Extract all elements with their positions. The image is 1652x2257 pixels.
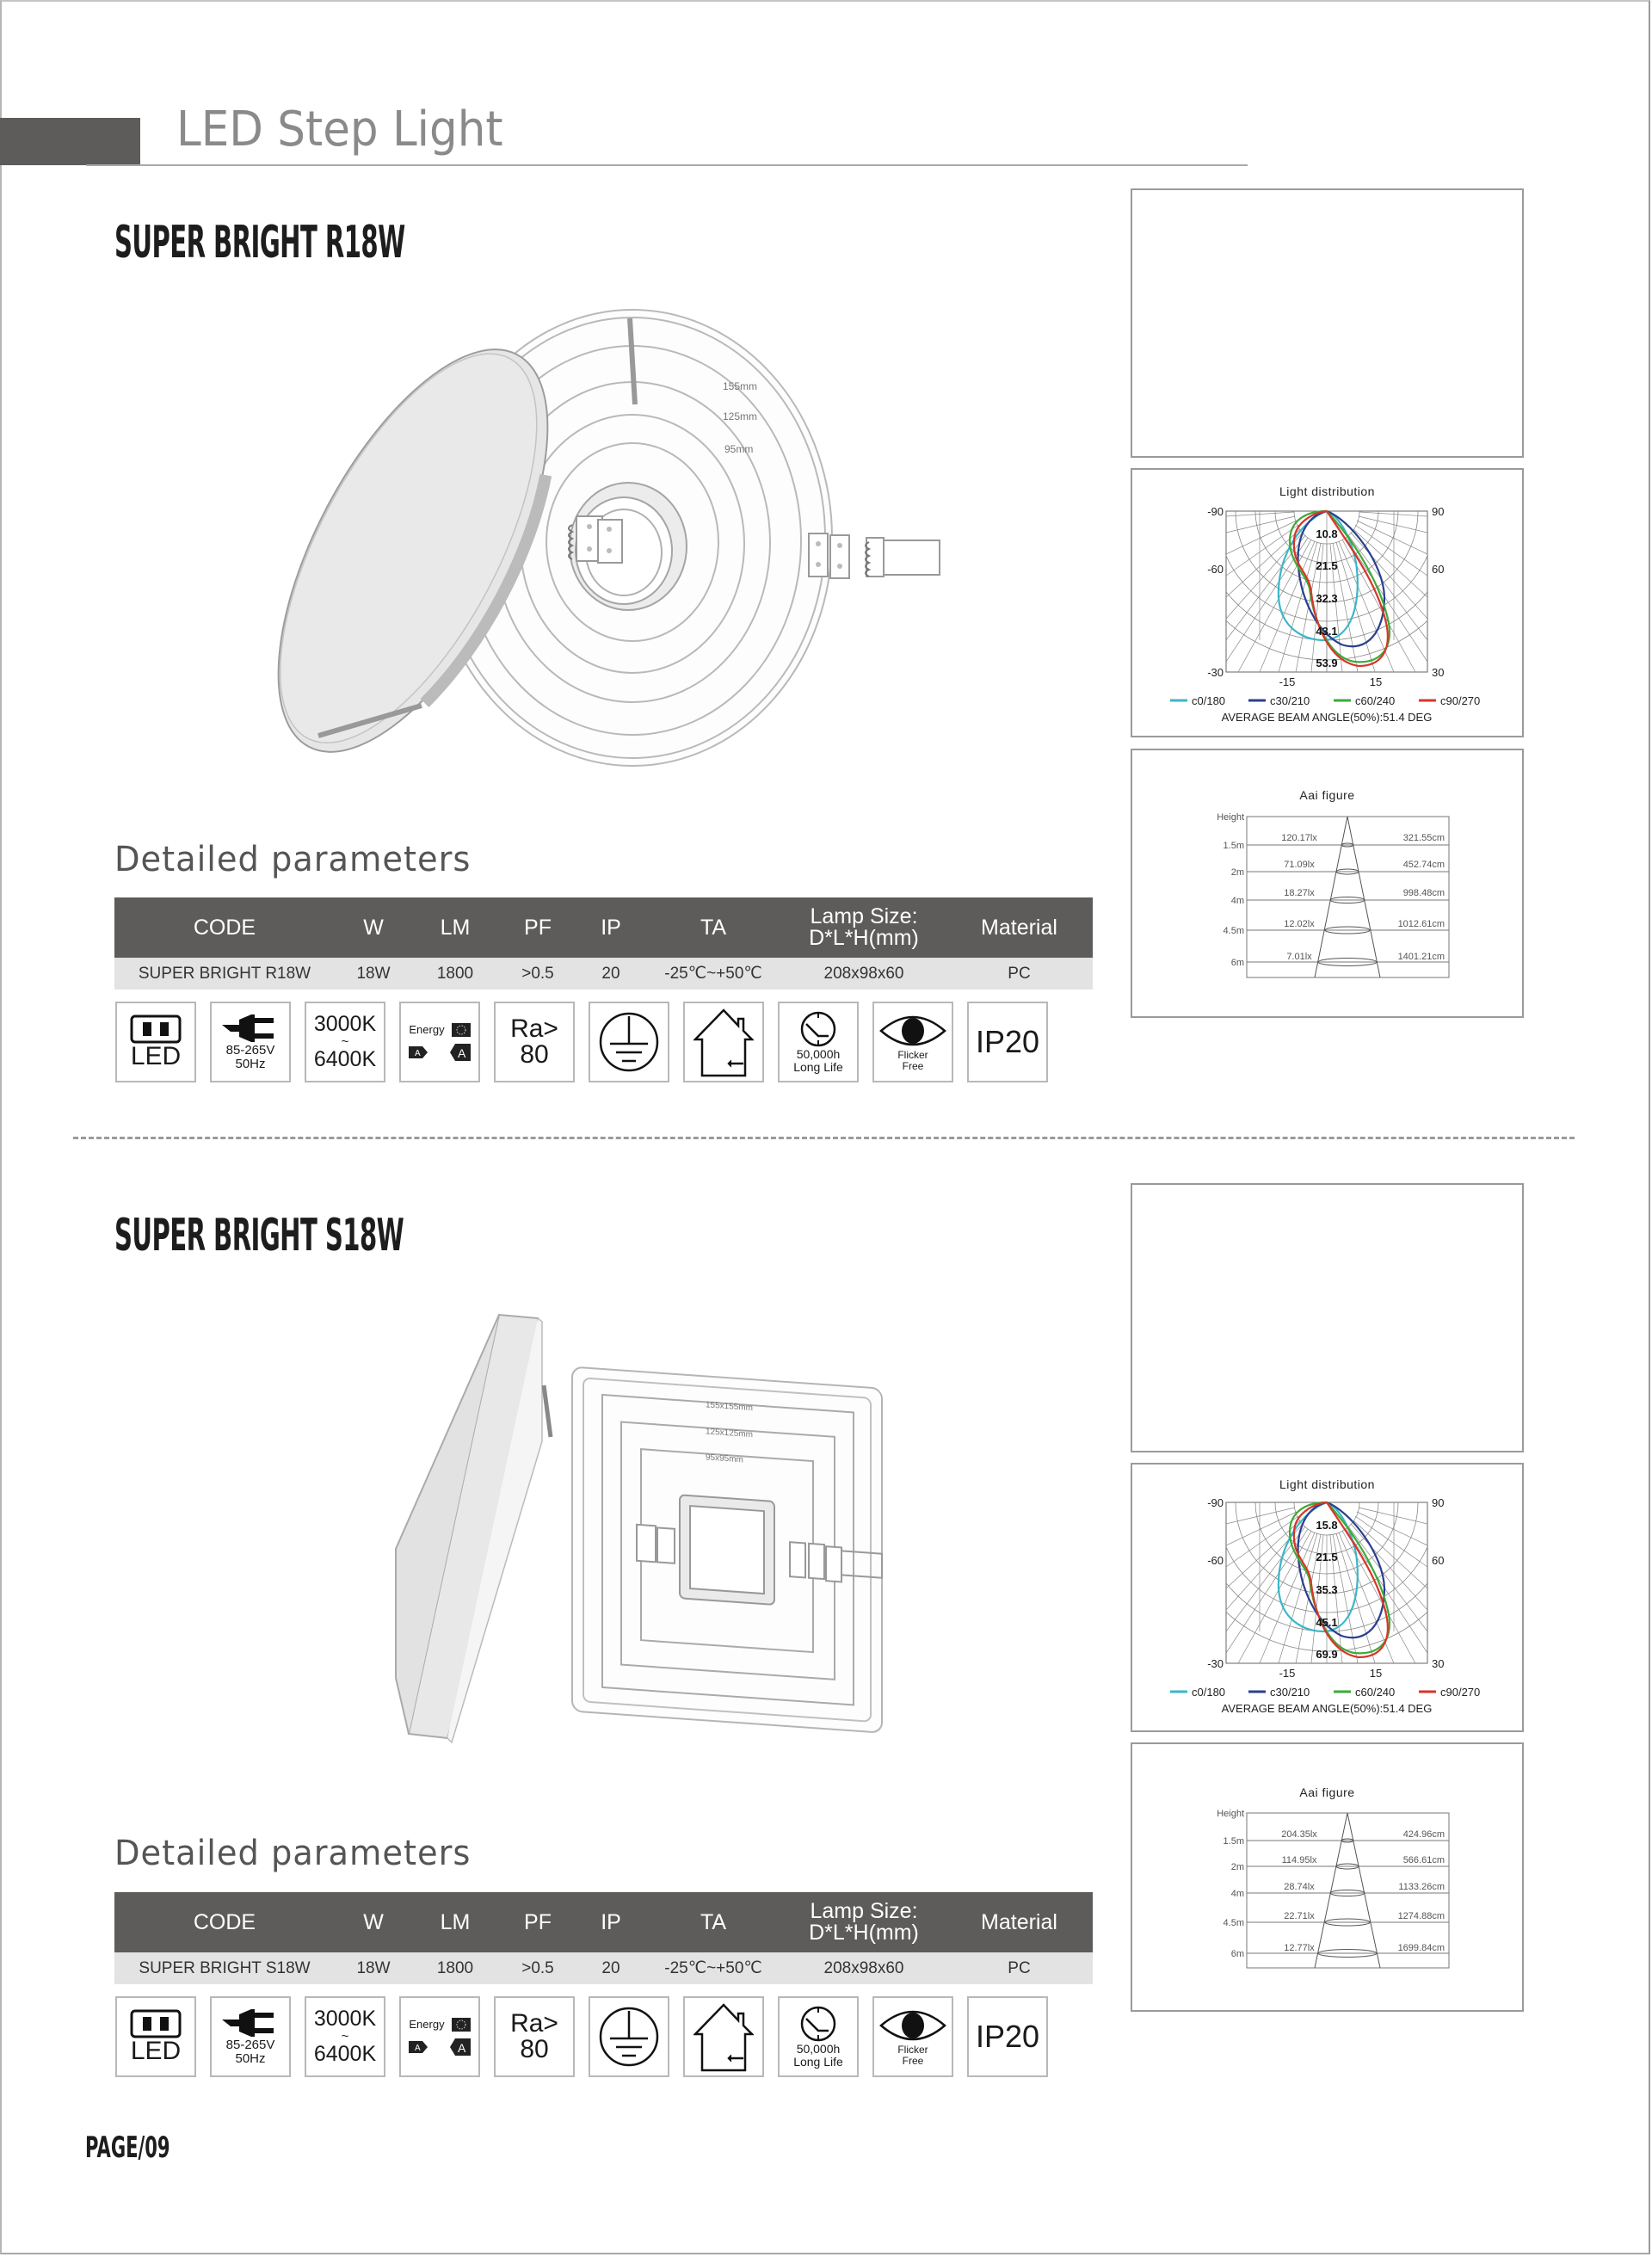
spec-table xyxy=(114,1892,1093,1984)
svg-text:6m: 6m xyxy=(1230,1949,1244,1959)
svg-text:6m: 6m xyxy=(1230,958,1244,968)
svg-text:-90: -90 xyxy=(1207,1496,1224,1509)
dimension-label: 125mm xyxy=(723,410,758,422)
empty-image-box xyxy=(1131,1183,1524,1452)
svg-text:43.1: 43.1 xyxy=(1316,625,1338,638)
indoor-icon xyxy=(683,1002,764,1082)
lifetime-icon: 50,000h Long Life xyxy=(778,1002,859,1082)
svg-text:c90/270: c90/270 xyxy=(1440,1686,1481,1699)
product-illustration-round xyxy=(267,301,955,783)
svg-text:69.9: 69.9 xyxy=(1316,1648,1338,1661)
svg-text:-30: -30 xyxy=(1207,666,1224,679)
product-illustration-square xyxy=(344,1291,912,1781)
svg-text:4m: 4m xyxy=(1230,1889,1244,1899)
voltage-icon: 85-265V 50Hz xyxy=(210,1002,291,1082)
feature-icon-row xyxy=(115,1002,1048,1082)
svg-text:71.09lx: 71.09lx xyxy=(1284,860,1315,870)
svg-text:c60/240: c60/240 xyxy=(1355,694,1396,707)
svg-text:12.02lx: 12.02lx xyxy=(1284,919,1315,929)
svg-text:1.5m: 1.5m xyxy=(1223,1836,1244,1847)
svg-text:c0/180: c0/180 xyxy=(1192,694,1226,707)
svg-text:114.95lx: 114.95lx xyxy=(1281,1855,1317,1865)
svg-text:15: 15 xyxy=(1369,675,1383,688)
svg-text:-15: -15 xyxy=(1279,1667,1296,1680)
svg-text:321.55cm: 321.55cm xyxy=(1402,833,1445,843)
column-header-material: Material xyxy=(946,1892,1093,1952)
column-header-code: CODE xyxy=(114,1892,335,1952)
page-title: LED Step Light xyxy=(176,102,503,157)
svg-text:c0/180: c0/180 xyxy=(1192,1686,1226,1699)
led-icon: LED xyxy=(115,1996,196,2077)
light-distribution-chart xyxy=(1131,468,1524,737)
chart-title: Light distribution xyxy=(1279,484,1375,498)
svg-text:204.35lx: 204.35lx xyxy=(1281,1829,1317,1840)
section-divider xyxy=(73,1137,1575,1139)
svg-text:A: A xyxy=(415,2044,421,2053)
svg-text:60: 60 xyxy=(1432,563,1445,576)
svg-text:1133.26cm: 1133.26cm xyxy=(1398,1882,1445,1892)
svg-text:c30/210: c30/210 xyxy=(1270,694,1310,707)
aai-figure-chart xyxy=(1131,749,1524,1018)
cell-material: PC xyxy=(946,1952,1093,1984)
cell-lamp-size: 208x98x60 xyxy=(782,1952,946,1984)
svg-text:35.3: 35.3 xyxy=(1316,1583,1338,1596)
column-header-w: W xyxy=(335,897,412,958)
aai-figure-chart xyxy=(1131,1742,1524,2012)
led-icon: LED xyxy=(115,1002,196,1082)
flicker-free-icon: Flicker Free xyxy=(872,1996,953,2077)
svg-text:2m: 2m xyxy=(1230,1862,1244,1872)
ip-rating-icon: IP20 xyxy=(967,1996,1048,2077)
svg-text:c90/270: c90/270 xyxy=(1440,694,1481,707)
svg-text:10.8: 10.8 xyxy=(1316,527,1338,540)
section-title-detailed-parameters: Detailed parameters xyxy=(114,840,472,879)
svg-text:-90: -90 xyxy=(1207,505,1224,518)
svg-text:21.5: 21.5 xyxy=(1316,1551,1338,1563)
svg-text:-60: -60 xyxy=(1207,1554,1224,1567)
column-header-pf: PF xyxy=(498,897,577,958)
svg-text:28.74lx: 28.74lx xyxy=(1284,1882,1315,1892)
svg-text:4m: 4m xyxy=(1230,896,1244,906)
product-title: SUPER BRIGHT R18W xyxy=(114,217,405,268)
indoor-icon xyxy=(683,1996,764,2077)
svg-text:15: 15 xyxy=(1369,1667,1383,1680)
column-header-ta: TA xyxy=(644,897,782,958)
cell-pf: >0.5 xyxy=(498,1952,577,1984)
cct-icon: 3000K ~ 6400K xyxy=(305,1996,385,2077)
product-title: SUPER BRIGHT S18W xyxy=(114,1210,404,1261)
cri-icon: Ra> 80 xyxy=(494,1996,575,2077)
chart-title: Aai figure xyxy=(1299,788,1355,802)
svg-text:4.5m: 4.5m xyxy=(1223,1918,1244,1928)
svg-text:A: A xyxy=(458,2041,466,2055)
svg-text:90: 90 xyxy=(1432,1496,1445,1509)
column-header-lm: LM xyxy=(412,897,498,958)
svg-text:998.48cm: 998.48cm xyxy=(1402,888,1445,898)
svg-text:-30: -30 xyxy=(1207,1657,1224,1670)
svg-text:7.01lx: 7.01lx xyxy=(1286,952,1312,962)
energy-icon: Energy A A xyxy=(399,1002,480,1082)
column-header-ip: IP xyxy=(577,897,644,958)
chart-title: Light distribution xyxy=(1279,1477,1375,1491)
ground-icon xyxy=(589,1996,669,2077)
svg-text:-15: -15 xyxy=(1279,675,1296,688)
cell-code: SUPER BRIGHT R18W xyxy=(114,958,335,990)
svg-text:1401.21cm: 1401.21cm xyxy=(1397,952,1445,962)
cell-lamp-size: 208x98x60 xyxy=(782,958,946,990)
svg-text:32.3: 32.3 xyxy=(1316,592,1338,605)
svg-text:c60/240: c60/240 xyxy=(1355,1686,1396,1699)
column-header-material: Material xyxy=(946,897,1093,958)
svg-text:30: 30 xyxy=(1432,1657,1445,1670)
svg-text:452.74cm: 452.74cm xyxy=(1402,860,1445,870)
cell-w: 18W xyxy=(335,958,412,990)
light-distribution-chart xyxy=(1131,1463,1524,1732)
svg-text:1274.88cm: 1274.88cm xyxy=(1397,1911,1445,1921)
table-header-row xyxy=(114,897,1093,958)
svg-text:AVERAGE BEAM ANGLE(50%):51.4: AVERAGE BEAM ANGLE(50%):51.4 DEG xyxy=(1221,711,1433,724)
cell-lm: 1800 xyxy=(412,1952,498,1984)
svg-text:15.8: 15.8 xyxy=(1316,1519,1338,1532)
svg-text:18.27lx: 18.27lx xyxy=(1284,888,1315,898)
svg-text:424.96cm: 424.96cm xyxy=(1402,1829,1445,1840)
voltage-icon: 85-265V 50Hz xyxy=(210,1996,291,2077)
svg-text:A: A xyxy=(415,1049,421,1058)
cell-code: SUPER BRIGHT S18W xyxy=(114,1952,335,1984)
feature-icon-row xyxy=(115,1996,1048,2077)
energy-icon: Energy A A xyxy=(399,1996,480,2077)
svg-text:90: 90 xyxy=(1432,505,1445,518)
svg-text:30: 30 xyxy=(1432,666,1445,679)
column-header-lm: LM xyxy=(412,1892,498,1952)
table-row xyxy=(114,1952,1093,1984)
empty-image-box xyxy=(1131,188,1524,458)
ip-rating-icon: IP20 xyxy=(967,1002,1048,1082)
dimension-label: 125x125mm xyxy=(706,1427,753,1440)
ground-icon xyxy=(589,1002,669,1082)
column-header-pf: PF xyxy=(498,1892,577,1952)
dimension-label: 155mm xyxy=(723,380,758,392)
cri-icon: Ra> 80 xyxy=(494,1002,575,1082)
lifetime-icon: 50,000h Long Life xyxy=(778,1996,859,2077)
cell-ta: -25℃~+50℃ xyxy=(644,1952,782,1984)
column-header-lamp-size: Lamp Size: D*L*H(mm) xyxy=(782,897,946,958)
svg-text:AVERAGE BEAM ANGLE(50%):51.4: AVERAGE BEAM ANGLE(50%):51.4 DEG xyxy=(1221,1702,1433,1715)
svg-text:-60: -60 xyxy=(1207,563,1224,576)
svg-text:566.61cm: 566.61cm xyxy=(1402,1855,1445,1865)
cell-ip: 20 xyxy=(577,958,644,990)
svg-text:1699.84cm: 1699.84cm xyxy=(1397,1943,1445,1953)
header-accent-bar xyxy=(0,118,140,165)
svg-text:A: A xyxy=(458,1046,466,1060)
svg-text:22.71lx: 22.71lx xyxy=(1284,1911,1315,1921)
cell-pf: >0.5 xyxy=(498,958,577,990)
table-header-row xyxy=(114,1892,1093,1952)
svg-text:60: 60 xyxy=(1432,1554,1445,1567)
cell-ta: -25℃~+50℃ xyxy=(644,958,782,990)
svg-text:1.5m: 1.5m xyxy=(1223,841,1244,851)
dimension-label: 155x155mm xyxy=(706,1400,753,1414)
svg-text:12.77lx: 12.77lx xyxy=(1284,1943,1315,1953)
cell-lm: 1800 xyxy=(412,958,498,990)
spec-table xyxy=(114,897,1093,990)
header-rule xyxy=(86,164,1248,166)
svg-text:45.1: 45.1 xyxy=(1316,1616,1338,1629)
dimension-label: 95x95mm xyxy=(706,1452,743,1465)
svg-text:Height: Height xyxy=(1217,1809,1244,1819)
svg-text:21.5: 21.5 xyxy=(1316,559,1338,572)
svg-text:4.5m: 4.5m xyxy=(1223,926,1244,936)
column-header-w: W xyxy=(335,1892,412,1952)
flicker-free-icon: Flicker Free xyxy=(872,1002,953,1082)
svg-text:Height: Height xyxy=(1217,812,1244,823)
dimension-label: 95mm xyxy=(724,443,754,455)
cct-icon: 3000K ~ 6400K xyxy=(305,1002,385,1082)
svg-text:1012.61cm: 1012.61cm xyxy=(1397,919,1445,929)
column-header-ip: IP xyxy=(577,1892,644,1952)
svg-text:2m: 2m xyxy=(1230,867,1244,878)
svg-text:120.17lx: 120.17lx xyxy=(1281,833,1317,843)
cell-w: 18W xyxy=(335,1952,412,1984)
chart-title: Aai figure xyxy=(1299,1785,1355,1799)
table-row xyxy=(114,958,1093,990)
column-header-code: CODE xyxy=(114,897,335,958)
column-header-lamp-size: Lamp Size: D*L*H(mm) xyxy=(782,1892,946,1952)
svg-text:c30/210: c30/210 xyxy=(1270,1686,1310,1699)
cell-material: PC xyxy=(946,958,1093,990)
svg-text:53.9: 53.9 xyxy=(1316,657,1338,669)
column-header-ta: TA xyxy=(644,1892,782,1952)
cell-ip: 20 xyxy=(577,1952,644,1984)
section-title-detailed-parameters: Detailed parameters xyxy=(114,1834,472,1873)
page-number: PAGE/09 xyxy=(85,2131,170,2165)
